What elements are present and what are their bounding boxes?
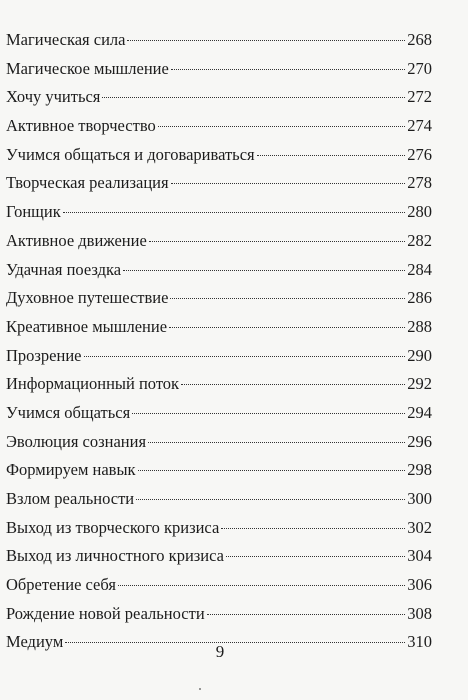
toc-entry [6, 227, 432, 256]
toc-entry [6, 370, 432, 399]
dot-leader [149, 241, 405, 242]
dot-leader [171, 183, 406, 184]
dot-leader [221, 528, 405, 529]
print-speck [199, 688, 201, 690]
dot-leader [181, 384, 405, 385]
dot-leader [257, 155, 406, 156]
toc-entry-page: 298 [407, 460, 432, 480]
toc-entry-title: Творческая реализация [6, 173, 169, 193]
toc-entry [6, 485, 432, 514]
dot-leader [171, 69, 405, 70]
dot-leader [84, 356, 406, 357]
dot-leader [158, 126, 406, 127]
toc-entry-title: Магическое мышление [6, 58, 169, 78]
toc-entry-page: 268 [407, 30, 432, 49]
toc-entry [6, 313, 432, 342]
toc-entry-title: Активное движение [6, 230, 147, 250]
dot-leader [118, 585, 405, 586]
toc-entry-page: 270 [407, 58, 432, 78]
dot-leader [169, 327, 405, 328]
toc-entry [6, 83, 432, 112]
dot-leader [226, 556, 405, 557]
toc-entry-title: Гонщик [6, 202, 61, 222]
toc-entry [6, 55, 432, 84]
toc-entry [6, 428, 432, 457]
toc-entry [6, 514, 432, 543]
toc-entry-page: 272 [407, 87, 432, 107]
toc-entry-title: Духовное путешествие [6, 288, 169, 308]
toc-entry [6, 26, 432, 55]
toc-entry-title: Рождение новой реальности [6, 603, 205, 623]
toc-entry [6, 600, 432, 629]
dot-leader [148, 442, 405, 443]
dot-leader [170, 298, 405, 299]
toc-entry-title: Выход из личностного кризиса [6, 546, 224, 566]
toc-entry-page: 292 [407, 374, 432, 394]
dot-leader [123, 270, 405, 271]
toc-entry-title: Обретение себя [6, 575, 116, 595]
dot-leader [136, 499, 405, 500]
toc-entry [6, 342, 432, 371]
toc-entry-page: 290 [407, 345, 432, 365]
dot-leader [138, 470, 406, 471]
toc-entry [6, 456, 432, 485]
toc-entry-page: 300 [407, 489, 432, 508]
toc-entry-title: Медиум [6, 632, 64, 652]
toc-entry-page: 288 [407, 316, 432, 336]
page-number: 9 [215, 642, 225, 661]
toc-entry-page: 306 [407, 575, 432, 595]
toc-entry-title: Учимся общаться [6, 402, 131, 422]
toc-entry [6, 256, 432, 285]
toc-entry-page: 274 [407, 116, 432, 136]
toc-entry-title: Удачная поездка [6, 259, 122, 279]
toc-entry-title: Магическая сила [6, 30, 126, 49]
toc-entry-title: Креативное мышление [6, 316, 168, 336]
toc-entry-title: Учимся общаться и договариваться [6, 144, 255, 164]
toc-entry-title: Хочу учиться [6, 87, 101, 107]
toc-entry [6, 399, 432, 428]
dot-leader [63, 212, 406, 213]
toc-entry-title: Активное творчество [6, 116, 156, 136]
toc-entry-page: 308 [407, 603, 432, 623]
toc-entry-page: 296 [407, 431, 432, 451]
toc-entry-page: 294 [407, 402, 432, 422]
toc-entry [6, 198, 432, 227]
toc-entry-page: 276 [407, 144, 432, 164]
toc-entry [6, 141, 432, 170]
table-of-contents [6, 26, 432, 657]
dot-leader [132, 413, 405, 414]
toc-entry-title: Информационный поток [6, 374, 180, 394]
toc-entry-page: 302 [407, 517, 432, 537]
toc-entry-title: Выход из творческого кризиса [6, 517, 220, 537]
toc-entry-title: Эволюция сознания [6, 431, 147, 451]
toc-entry-page: 304 [407, 546, 432, 566]
dot-leader [102, 97, 405, 98]
toc-entry-page: 280 [407, 202, 432, 222]
toc-entry [6, 169, 432, 198]
toc-entry-title: Формируем навык [6, 460, 136, 480]
toc-entry [6, 284, 432, 313]
toc-entry-title: Взлом реальности [6, 489, 135, 508]
toc-entry [6, 542, 432, 571]
toc-entry-page: 278 [407, 173, 432, 193]
toc-entry-title: Прозрение [6, 345, 82, 365]
toc-entry-page: 286 [407, 288, 432, 308]
toc-entry [6, 112, 432, 141]
dot-leader [207, 614, 406, 615]
toc-entry-page: 310 [407, 632, 432, 652]
dot-leader [127, 40, 405, 41]
toc-entry-page: 282 [407, 230, 432, 250]
toc-entry-page: 284 [407, 259, 432, 279]
toc-entry [6, 571, 432, 600]
